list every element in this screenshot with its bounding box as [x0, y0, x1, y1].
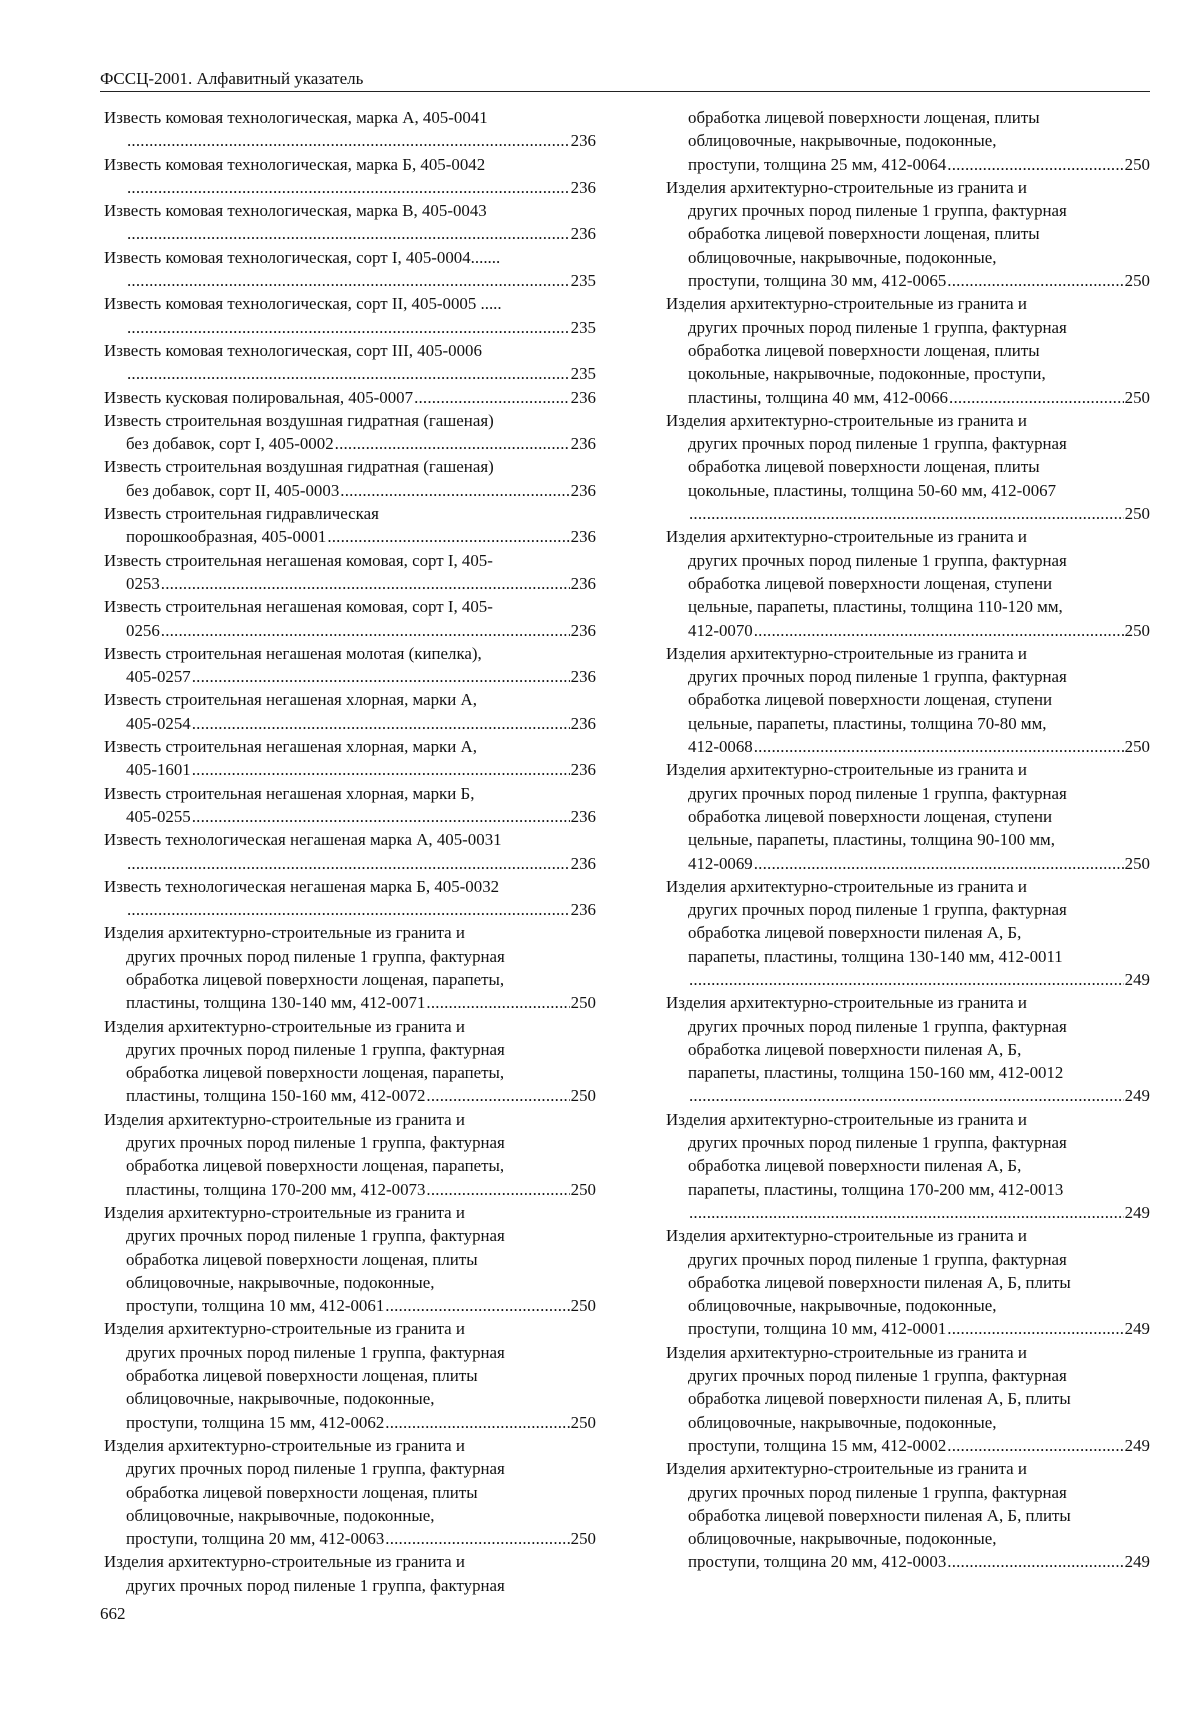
- entry-line: других прочных пород пиленые 1 группа, фактурная: [688, 1133, 1067, 1153]
- entry-line: Известь комовая технологическая, сорт I, 405-0004.......: [104, 247, 501, 267]
- dot-leader: [426, 1178, 569, 1201]
- entry-line: обработка лицевой поверхности лощеная, плиты: [126, 1482, 478, 1502]
- entry-line: обработка лицевой поверхности пиленая А, Б,: [688, 923, 1022, 943]
- entry-line: облицовочные, накрывочные, подоконные,: [688, 1529, 997, 1549]
- index-column-right: [666, 106, 1150, 1574]
- dot-leader: [947, 1550, 1123, 1573]
- index-entry: [104, 106, 596, 153]
- index-entry: [104, 828, 596, 875]
- entry-leader-row: [104, 1294, 596, 1317]
- entry-line: Изделия архитектурно-строительные из гранита и: [666, 760, 1027, 780]
- entry-line: парапеты, пластины, толщина 130-140 мм, 412-0011: [688, 946, 1063, 966]
- entry-line: облицовочные, накрывочные, подоконные,: [688, 1296, 997, 1316]
- dot-leader: [192, 805, 570, 828]
- entry-line: обработка лицевой поверхности пиленая А, Б, плиты: [688, 1272, 1071, 1292]
- entry-last-line: 0253: [126, 573, 160, 593]
- index-entry: [666, 758, 1150, 874]
- entry-leader-row: [104, 712, 596, 735]
- entry-line: обработка лицевой поверхности лощеная, плиты: [126, 1366, 478, 1386]
- dot-leader: [754, 619, 1124, 642]
- page-reference: 250: [1124, 504, 1150, 524]
- page-reference: 250: [1124, 154, 1150, 174]
- dot-leader: [754, 852, 1124, 875]
- entry-last-line: пластины, толщина 130-140 мм, 412-0071: [126, 993, 426, 1013]
- entry-last-line: проступи, толщина 10 мм, 412-0001: [688, 1319, 947, 1339]
- index-entry: [666, 1341, 1150, 1457]
- entry-last-line: Известь кусковая полировальная, 405-0007: [104, 387, 414, 407]
- page-reference: 236: [570, 713, 596, 733]
- entry-line: Изделия архитектурно-строительные из гранита и: [666, 643, 1027, 663]
- running-title: ФССЦ-2001. Алфавитный указатель: [100, 69, 364, 88]
- index-entry: [104, 688, 596, 735]
- entry-last-line: 412-0070: [688, 620, 753, 640]
- entry-leader-row: [666, 968, 1150, 991]
- entry-line: Изделия архитектурно-строительные из гранита и: [666, 410, 1027, 430]
- entry-line: парапеты, пластины, толщина 150-160 мм, 412-0012: [688, 1063, 1064, 1083]
- entry-line: других прочных пород пиленые 1 группа, фактурная: [688, 667, 1067, 687]
- page-reference: 236: [570, 620, 596, 640]
- dot-leader: [949, 386, 1124, 409]
- entry-line: цельные, парапеты, пластины, толщина 90-100 мм,: [688, 830, 1055, 850]
- entry-last-line: 405-0254: [126, 713, 191, 733]
- dot-leader: [947, 1317, 1123, 1340]
- dot-leader: [754, 735, 1124, 758]
- entry-leader-row: [666, 735, 1150, 758]
- page-reference: 250: [570, 1179, 596, 1199]
- page-reference: 236: [570, 573, 596, 593]
- entry-last-line: 412-0069: [688, 853, 753, 873]
- page-reference: 249: [1124, 1435, 1150, 1455]
- page-reference: 249: [1124, 1086, 1150, 1106]
- entry-last-line: 405-0257: [126, 667, 191, 687]
- dot-leader: [127, 269, 570, 292]
- entry-line: обработка лицевой поверхности лощеная, парапеты,: [126, 969, 505, 989]
- page-reference: 236: [570, 853, 596, 873]
- dot-leader: [127, 316, 570, 339]
- entry-line: других прочных пород пиленые 1 группа, фактурная: [126, 946, 505, 966]
- page-reference: 250: [1124, 271, 1150, 291]
- entry-line: Известь строительная негашеная молотая (кипелка),: [104, 643, 482, 663]
- entry-line: других прочных пород пиленые 1 группа, фактурная: [126, 1133, 505, 1153]
- dot-leader: [385, 1527, 569, 1550]
- dot-leader: [127, 852, 570, 875]
- page-reference: 250: [1124, 387, 1150, 407]
- entry-line: обработка лицевой поверхности пиленая А, Б, плиты: [688, 1389, 1071, 1409]
- entry-last-line: пластины, толщина 170-200 мм, 412-0073: [126, 1179, 426, 1199]
- index-entry: [104, 292, 596, 339]
- dot-leader: [340, 479, 569, 502]
- entry-line: облицовочные, накрывочные, подоконные,: [688, 247, 997, 267]
- page-reference: 249: [1124, 1202, 1150, 1222]
- entry-line: Изделия архитектурно-строительные из гранита и: [104, 1016, 465, 1036]
- entry-leader-row: [104, 269, 596, 292]
- index-entry: [104, 875, 596, 922]
- entry-leader-row: [104, 432, 596, 455]
- page-reference: 250: [570, 1086, 596, 1106]
- dot-leader: [327, 525, 569, 548]
- entry-line: Известь строительная негашеная хлорная, марки А,: [104, 737, 477, 757]
- entry-leader-row: [104, 362, 596, 385]
- page-reference: 250: [1124, 853, 1150, 873]
- entry-line: Известь строительная гидравлическая: [104, 504, 379, 524]
- dot-leader: [127, 898, 570, 921]
- entry-last-line: без добавок, сорт II, 405-0003: [126, 480, 340, 500]
- entry-last-line: 0256: [126, 620, 160, 640]
- entry-line: Известь комовая технологическая, марка Б, 405-0042: [104, 154, 486, 174]
- dot-leader: [689, 502, 1124, 525]
- dot-leader: [192, 758, 570, 781]
- index-entry: [104, 921, 596, 1014]
- entry-line: других прочных пород пиленые 1 группа, фактурная: [126, 1226, 505, 1246]
- entry-leader-row: [666, 153, 1150, 176]
- entry-line: обработка лицевой поверхности лощеная, плиты: [688, 108, 1040, 127]
- entry-line: других прочных пород пиленые 1 группа, фактурная: [126, 1039, 505, 1059]
- entry-line: облицовочные, накрывочные, подоконные,: [126, 1389, 435, 1409]
- index-entry: [104, 153, 596, 200]
- entry-last-line: проступи, толщина 25 мм, 412-0064: [688, 154, 947, 174]
- entry-leader-row: [104, 1084, 596, 1107]
- entry-line: Изделия архитектурно-строительные из гранита и: [104, 1552, 465, 1572]
- entry-line: парапеты, пластины, толщина 170-200 мм, 412-0013: [688, 1179, 1064, 1199]
- entry-leader-row: [104, 665, 596, 688]
- dot-leader: [192, 665, 570, 688]
- entry-leader-row: [666, 1434, 1150, 1457]
- dot-leader: [127, 176, 570, 199]
- index-entry: [666, 525, 1150, 641]
- index-entry: [104, 386, 596, 409]
- entry-line: облицовочные, накрывочные, подоконные,: [126, 1272, 435, 1292]
- dot-leader: [127, 129, 570, 152]
- index-entry: [104, 246, 596, 293]
- entry-line: Известь технологическая негашеная марка Б, 405-0032: [104, 876, 500, 896]
- index-entry: [666, 991, 1150, 1107]
- entry-leader-row: [666, 852, 1150, 875]
- dot-leader: [426, 1084, 569, 1107]
- dot-leader: [161, 619, 570, 642]
- entry-last-line: проступи, толщина 20 мм, 412-0063: [126, 1529, 385, 1549]
- index-entry: [104, 1317, 596, 1433]
- entry-line: облицовочные, накрывочные, подоконные,: [126, 1505, 435, 1525]
- index-entry: [666, 176, 1150, 292]
- page-reference: 236: [570, 177, 596, 197]
- dot-leader: [335, 432, 570, 455]
- entry-line: обработка лицевой поверхности лощеная, ступени: [688, 573, 1053, 593]
- entry-last-line: пластины, толщина 150-160 мм, 412-0072: [126, 1086, 426, 1106]
- entry-last-line: без добавок, сорт I, 405-0002: [126, 434, 334, 454]
- dot-leader: [689, 1084, 1124, 1107]
- entry-line: Известь комовая технологическая, сорт II, 405-0005 .....: [104, 294, 502, 314]
- entry-line: других прочных пород пиленые 1 группа, фактурная: [688, 783, 1067, 803]
- entry-line: обработка лицевой поверхности лощеная, ступени: [688, 690, 1053, 710]
- entry-line: других прочных пород пиленые 1 группа, фактурная: [126, 1459, 505, 1479]
- entry-line: Известь строительная негашеная хлорная, марки А,: [104, 690, 477, 710]
- entry-leader-row: [104, 758, 596, 781]
- page-reference: 250: [570, 1412, 596, 1432]
- index-entry: [104, 1550, 596, 1597]
- entry-line: других прочных пород пиленые 1 группа, фактурная: [688, 1366, 1067, 1386]
- entry-leader-row: [666, 502, 1150, 525]
- entry-line: обработка лицевой поверхности лощеная, парапеты,: [126, 1063, 505, 1083]
- page-reference: 235: [570, 364, 596, 384]
- index-entry: [666, 409, 1150, 525]
- page-reference: 250: [570, 1296, 596, 1316]
- index-entry: [104, 735, 596, 782]
- entry-last-line: 405-0255: [126, 806, 191, 826]
- entry-leader-row: [104, 852, 596, 875]
- page-reference: 236: [570, 224, 596, 244]
- entry-last-line: 412-0068: [688, 737, 753, 757]
- page-reference: 250: [1124, 737, 1150, 757]
- page-reference: 250: [1124, 620, 1150, 640]
- page-reference: 235: [570, 271, 596, 291]
- entry-line: обработка лицевой поверхности лощеная, ступени: [688, 806, 1053, 826]
- dot-leader: [947, 269, 1123, 292]
- entry-last-line: проступи, толщина 15 мм, 412-0062: [126, 1412, 385, 1432]
- dot-leader: [161, 572, 570, 595]
- entry-line: Известь комовая технологическая, марка А, 405-0041: [104, 108, 488, 127]
- entry-line: других прочных пород пиленые 1 группа, фактурная: [688, 201, 1067, 221]
- entry-line: других прочных пород пиленые 1 группа, фактурная: [688, 317, 1067, 337]
- index-entry: [666, 1457, 1150, 1573]
- entry-line: Изделия архитектурно-строительные из гранита и: [666, 527, 1027, 547]
- entry-line: облицовочные, накрывочные, подоконные,: [688, 131, 997, 151]
- index-entry: [104, 595, 596, 642]
- entry-leader-row: [104, 222, 596, 245]
- dot-leader: [414, 386, 570, 409]
- entry-leader-row: [104, 898, 596, 921]
- entry-line: Изделия архитектурно-строительные из гранита и: [666, 993, 1027, 1013]
- entry-last-line: порошкообразная, 405-0001: [126, 527, 327, 547]
- entry-line: Изделия архитектурно-строительные из гранита и: [666, 1109, 1027, 1129]
- page-reference: 249: [1124, 1319, 1150, 1339]
- index-entry: [104, 1201, 596, 1317]
- index-column-left: [104, 106, 596, 1597]
- entry-line: Известь строительная негашеная комовая, сорт I, 405-: [104, 550, 493, 570]
- page-number: 662: [100, 1604, 126, 1623]
- index-entry: [104, 502, 596, 549]
- page-reference: 250: [570, 993, 596, 1013]
- entry-line: других прочных пород пиленые 1 группа, фактурная: [688, 900, 1067, 920]
- index-entry: [104, 339, 596, 386]
- entry-leader-row: [104, 805, 596, 828]
- entry-leader-row: [666, 269, 1150, 292]
- entry-line: цокольные, пластины, толщина 50-60 мм, 412-0067: [688, 480, 1057, 500]
- page-reference: 249: [1124, 969, 1150, 989]
- entry-line: обработка лицевой поверхности лощеная, плиты: [688, 224, 1040, 244]
- entry-line: обработка лицевой поверхности пиленая А, Б, плиты: [688, 1505, 1071, 1525]
- index-entry: [666, 106, 1150, 176]
- entry-line: обработка лицевой поверхности лощеная, плиты: [126, 1249, 478, 1269]
- index-entry: [104, 549, 596, 596]
- entry-line: Изделия архитектурно-строительные из гранита и: [666, 1226, 1027, 1246]
- page-reference: 236: [570, 806, 596, 826]
- entry-line: Изделия архитектурно-строительные из гранита и: [666, 1342, 1027, 1362]
- index-entry: [666, 1108, 1150, 1224]
- page-reference: 236: [570, 434, 596, 454]
- entry-leader-row: [104, 572, 596, 595]
- entry-line: облицовочные, накрывочные, подоконные,: [688, 1412, 997, 1432]
- entry-line: обработка лицевой поверхности лощеная, парапеты,: [126, 1156, 505, 1176]
- entry-leader-row: [104, 1178, 596, 1201]
- dot-leader: [385, 1294, 569, 1317]
- entry-line: обработка лицевой поверхности пиленая А, Б,: [688, 1156, 1022, 1176]
- index-entry: [104, 199, 596, 246]
- entry-line: Известь строительная негашеная хлорная, марки Б,: [104, 783, 475, 803]
- entry-line: Изделия архитектурно-строительные из гранита и: [104, 1435, 465, 1455]
- entry-last-line: проступи, толщина 30 мм, 412-0065: [688, 271, 947, 291]
- dot-leader: [127, 222, 570, 245]
- entry-leader-row: [104, 1411, 596, 1434]
- entry-leader-row: [104, 176, 596, 199]
- entry-last-line: проступи, толщина 10 мм, 412-0061: [126, 1296, 385, 1316]
- page-reference: 236: [570, 667, 596, 687]
- entry-leader-row: [666, 619, 1150, 642]
- entry-line: Изделия архитектурно-строительные из гранита и: [666, 876, 1027, 896]
- entry-leader-row: [104, 129, 596, 152]
- entry-line: Известь комовая технологическая, марка В, 405-0043: [104, 201, 487, 221]
- index-entry: [104, 782, 596, 829]
- entry-line: других прочных пород пиленые 1 группа, фактурная: [688, 1249, 1067, 1269]
- entry-last-line: проступи, толщина 15 мм, 412-0002: [688, 1435, 947, 1455]
- entry-line: других прочных пород пиленые 1 группа, фактурная: [688, 1016, 1067, 1036]
- entry-leader-row: [666, 1317, 1150, 1340]
- index-entry: [104, 1434, 596, 1550]
- entry-leader-row: [666, 1084, 1150, 1107]
- page-reference: 236: [570, 760, 596, 780]
- page-reference: 235: [570, 317, 596, 337]
- page-header: [100, 68, 1150, 92]
- entry-leader-row: [666, 386, 1150, 409]
- entry-line: цокольные, накрывочные, подоконные, проступи,: [688, 364, 1046, 384]
- entry-last-line: 405-1601: [126, 760, 191, 780]
- index-entry: [104, 409, 596, 456]
- dot-leader: [947, 153, 1123, 176]
- entry-line: цельные, парапеты, пластины, толщина 110-120 мм,: [688, 597, 1063, 617]
- page-reference: 236: [570, 131, 596, 151]
- entry-leader-row: [104, 316, 596, 339]
- index-entry: [104, 1015, 596, 1108]
- entry-line: Изделия архитектурно-строительные из гранита и: [666, 177, 1027, 197]
- entry-last-line: проступи, толщина 20 мм, 412-0003: [688, 1552, 947, 1572]
- entry-line: Известь строительная воздушная гидратная (гашеная): [104, 410, 494, 430]
- dot-leader: [947, 1434, 1123, 1457]
- entry-line: Изделия архитектурно-строительные из гранита и: [104, 1109, 465, 1129]
- page-reference: 236: [570, 387, 596, 407]
- entry-leader-row: [666, 1201, 1150, 1224]
- entry-line: Известь комовая технологическая, сорт III, 405-0006: [104, 340, 482, 360]
- index-entry: [666, 292, 1150, 408]
- entry-line: Изделия архитектурно-строительные из гранита и: [104, 1202, 465, 1222]
- entry-line: обработка лицевой поверхности пиленая А, Б,: [688, 1039, 1022, 1059]
- entry-leader-row: [104, 479, 596, 502]
- entry-leader-row: [104, 1527, 596, 1550]
- entry-line: других прочных пород пиленые 1 группа, фактурная: [688, 1482, 1067, 1502]
- dot-leader: [385, 1411, 569, 1434]
- entry-leader-row: [104, 991, 596, 1014]
- entry-line: обработка лицевой поверхности лощеная, плиты: [688, 457, 1040, 477]
- index-entry: [666, 642, 1150, 758]
- entry-leader-row: [104, 386, 596, 409]
- page-reference: 250: [570, 1529, 596, 1549]
- index-entry: [104, 642, 596, 689]
- dot-leader: [426, 991, 569, 1014]
- entry-line: других прочных пород пиленые 1 группа, фактурная: [688, 434, 1067, 454]
- dot-leader: [192, 712, 570, 735]
- entry-line: Изделия архитектурно-строительные из гранита и: [666, 1459, 1027, 1479]
- index-entry: [666, 1224, 1150, 1340]
- page-reference: 249: [1124, 1552, 1150, 1572]
- dot-leader: [689, 1201, 1124, 1224]
- entry-line: Изделия архитектурно-строительные из гранита и: [666, 294, 1027, 314]
- index-entry: [104, 1108, 596, 1201]
- entry-line: Изделия архитектурно-строительные из гранита и: [104, 1319, 465, 1339]
- entry-last-line: пластины, толщина 40 мм, 412-0066: [688, 387, 949, 407]
- entry-line: других прочных пород пиленые 1 группа, фактурная: [126, 1342, 505, 1362]
- entry-line: обработка лицевой поверхности лощеная, плиты: [688, 340, 1040, 360]
- entry-line: цельные, парапеты, пластины, толщина 70-80 мм,: [688, 713, 1047, 733]
- dot-leader: [127, 362, 570, 385]
- entry-line: Известь строительная воздушная гидратная (гашеная): [104, 457, 494, 477]
- index-entry: [104, 455, 596, 502]
- index-entry: [666, 875, 1150, 991]
- entry-leader-row: [104, 619, 596, 642]
- entry-line: других прочных пород пиленые 1 группа, фактурная: [688, 550, 1067, 570]
- entry-leader-row: [666, 1550, 1150, 1573]
- entry-leader-row: [104, 525, 596, 548]
- page-reference: 236: [570, 527, 596, 547]
- page-reference: 236: [570, 900, 596, 920]
- entry-line: других прочных пород пиленые 1 группа, фактурная: [126, 1575, 505, 1595]
- dot-leader: [689, 968, 1124, 991]
- page-reference: 236: [570, 480, 596, 500]
- entry-line: Известь технологическая негашеная марка А, 405-0031: [104, 830, 502, 850]
- entry-line: Известь строительная негашеная комовая, сорт I, 405-: [104, 597, 493, 617]
- entry-line: Изделия архитектурно-строительные из гранита и: [104, 923, 465, 943]
